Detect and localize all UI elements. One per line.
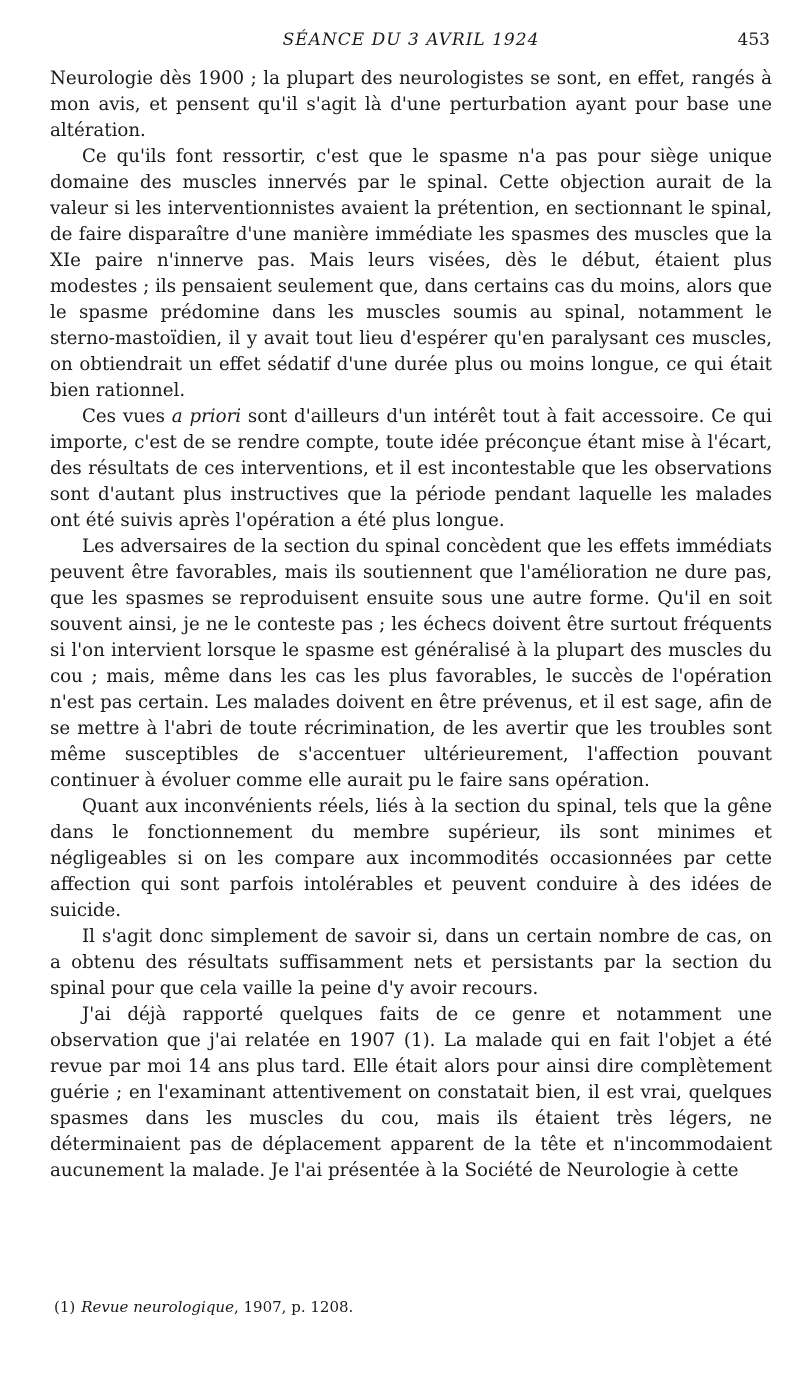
paragraph-2: Ce qu'ils font ressortir, c'est que le spasme n'a pas pour siège unique domaine des muscles innervés par le spinal. Cette objection aurait de la valeur si les interventionnistes avaient la prétention, en sectionnant le spinal, de faire disparaître d'une manière immédiate les spasmes des muscles que la XIe paire n'innerve pas. Mais leurs visées, dès le début, étaient plus modestes ; ils pensaient seulement que, dans certains cas du moins, alors que le spasme prédomine dans les muscles soumis au spinal, notamment le sterno-mastoïdien, il y avait tout lieu d'espérer qu'en paralysant ces muscles, on obtiendrait un effet sédatif d'une durée plus ou moins longue, ce qui était bien rationnel. — [50, 146, 772, 401]
paragraph-4: Les adversaires de la section du spinal concèdent que les effets immédiats peuvent être favorables, mais ils soutiennent que l'amélioration ne dure pas, que les spasmes se reproduisent ensuite sous une autre forme. Qu'il en soit souvent ainsi, je ne le conteste pas ; les échecs doivent être surtout fréquents si l'on intervient lorsque le spasme est généralisé à la plupart des muscles du cou ; mais, même dans les cas les plus favorables, le succès de l'opération n'est pas certain. Les malades doivent en être prévenus, et il est sage, afin de se mettre à l'abri de toute récrimination, de les avertir que les troubles sont même susceptibles de s'accentuer ultérieurement, l'affection pouvant continuer à évoluer comme elle aurait pu le faire sans opération. — [50, 536, 772, 791]
paragraph-3-end: sont d'ailleurs d'un intérêt tout à fait accessoire. Ce qui importe, c'est de se rendre compte, toute idée préconçue étant mise à l'écart, des résultats de ces interventions, et il est incontestable que les observations sont d'autant plus instructives que la période pendant laquelle les malades ont été suivis après l'opération a été plus longue. — [50, 406, 772, 531]
footnote — [54, 1296, 754, 1318]
footnote-journal: Revue neurologique — [81, 1298, 234, 1316]
running-header — [52, 30, 770, 56]
paragraph-3-start: Ces vues — [82, 406, 172, 427]
paragraph-6: Il s'agit donc simplement de savoir si, dans un certain nombre de cas, on a obtenu des résultats suffisamment nets et persistants par la section du spinal pour que cela vaille la peine d'y avoir recours. — [50, 926, 772, 999]
paragraph-3-italic: a priori — [171, 406, 242, 427]
page-number: 453 — [737, 30, 770, 50]
paragraph-7: J'ai déjà rapporté quelques faits de ce genre et notamment une observation que j'ai relatée en 1907 (1). La malade qui en fait l'objet a été revue par moi 14 ans plus tard. Elle était alors pour ainsi dire complètement guérie ; en l'examinant attentivement on constatait bien, il est vrai, quelques spasmes dans les muscles du cou, mais ils étaient très légers, ne déterminaient pas de déplacement apparent de la tête et n'incommodaient aucunement la malade. Je l'ai présentée à la Société de Neurologie à cette — [50, 1004, 772, 1181]
paragraph-3 — [50, 404, 772, 534]
paragraph-1: Neurologie dès 1900 ; la plupart des neurologistes se sont, en effet, rangés à mon avis, et pensent qu'il s'agit là d'une perturbation ayant pour base une altération. — [50, 68, 772, 141]
footnote-marker: (1) — [54, 1298, 76, 1316]
footnote-citation: , 1907, p. 1208. — [233, 1298, 354, 1316]
paragraph-5: Quant aux inconvénients réels, liés à la section du spinal, tels que la gêne dans le fonctionnement du membre supérieur, ils sont minimes et négligeables si on les compare aux incommodités occasionnées par cette affection qui sont parfois intolérables et peuvent conduire à des idées de suicide. — [50, 796, 772, 921]
running-title: SÉANCE DU 3 AVRIL 1924 — [282, 30, 540, 50]
body-text — [50, 66, 772, 1184]
